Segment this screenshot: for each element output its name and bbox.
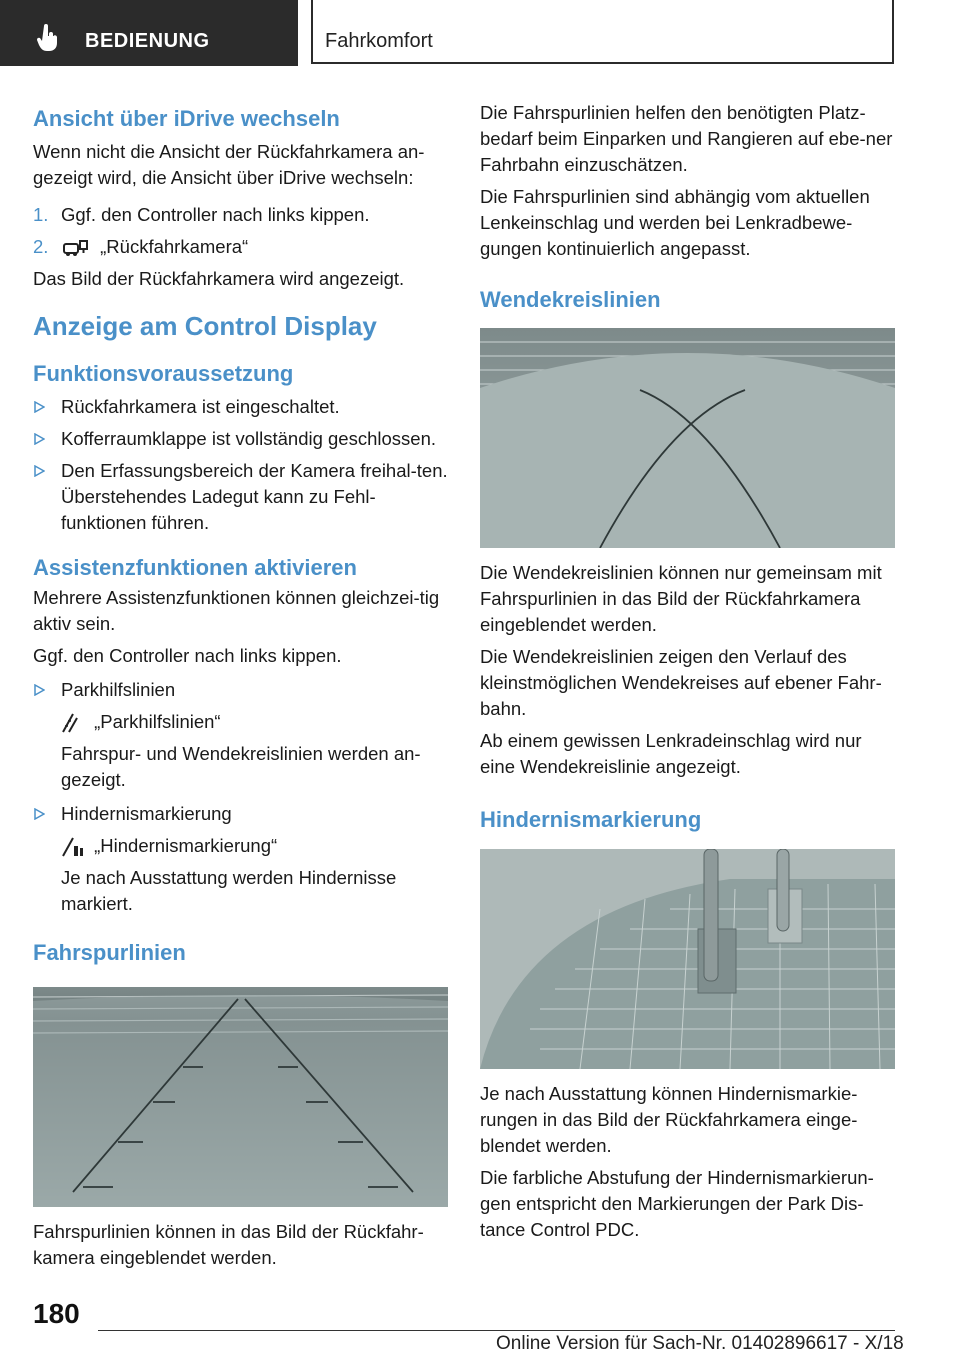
paragraph: Die Wendekreislinien zeigen den Verlauf des kleinstmöglichen Wendekreises auf ebener Fahr-bahn. <box>480 645 882 719</box>
image-caption: Fahrspurlinien können in das Bild der Rückfahr-kamera eingeblendet werden. <box>33 1220 424 1268</box>
condition-item <box>33 458 448 536</box>
heading-hindernismarkierung: Hindernismarkierung <box>480 806 702 832</box>
heading-control-display: Anzeige am Control Display <box>33 310 377 341</box>
triangle-bullet-icon <box>33 401 45 413</box>
paragraph: Mehrere Assistenzfunktionen können gleichzei-tig aktiv sein. <box>33 587 440 634</box>
heading-fahrspurlinien: Fahrspurlinien <box>33 940 186 965</box>
assist-menu-text: „Parkhilfslinien“ <box>94 711 221 732</box>
lane-lines-image <box>33 987 448 1207</box>
obstacle-marking-icon <box>61 836 85 858</box>
condition-text: Kofferraumklappe ist vollständig geschlossen. <box>61 427 437 449</box>
section-tab <box>0 0 298 66</box>
assist-label: Hindernismarkierung <box>61 803 232 824</box>
footer-divider <box>98 1330 895 1331</box>
assist-menu-line <box>33 709 448 735</box>
paragraph: Die Wendekreislinien können nur gemeinsam mit Fahrspurlinien in das Bild der Rückfahrkamera eingeblendet werden. <box>480 561 882 635</box>
triangle-bullet-icon <box>33 684 45 696</box>
heading-funktionsvoraussetzung: Funktionsvoraussetzung <box>33 361 294 386</box>
condition-text: Den Erfassungsbereich der Kamera freihal-ten. Überstehendes Ladegut kann zu Fehl-funktionen führen. <box>61 459 448 533</box>
paragraph: Ggf. den Controller nach links kippen. <box>33 645 342 666</box>
assist-label: Parkhilfslinien <box>61 679 176 700</box>
rear-camera-icon <box>61 238 89 258</box>
assist-menu-line <box>33 833 448 859</box>
step-1 <box>33 202 448 228</box>
paragraph: Die Fahrspurlinien sind abhängig vom aktuellen Lenkeinschlag und werden bei Lenkradbewe-gungen kontinuierlich angepasst. <box>480 186 870 259</box>
heading-assistenzfunktionen: Assistenzfunktionen aktivieren <box>33 554 357 580</box>
paragraph: Die farbliche Abstufung der Hindernismarkierun-gen entspricht den Markierungen der Park Dis-tance Control PDC. <box>480 1167 874 1240</box>
left-column <box>33 100 448 1271</box>
triangle-bullet-icon <box>33 465 45 477</box>
parking-lines-icon <box>61 712 85 734</box>
assist-item <box>33 677 448 703</box>
condition-item <box>33 426 448 452</box>
section-label: BEDIENUNG <box>85 30 210 52</box>
assist-item <box>33 801 448 827</box>
heading-wendekreislinien: Wendekreislinien <box>480 287 661 312</box>
obstacle-marking-image <box>480 849 895 1069</box>
paragraph: Ab einem gewissen Lenkradeinschlag wird nur eine Wendekreislinie angezeigt. <box>480 729 862 777</box>
paragraph: Die Fahrspurlinien helfen den benötigten Platz-bedarf beim Einparken und Rangieren auf ebe-ner Fahrbahn einzuschätzen. <box>480 102 893 175</box>
right-column <box>480 100 895 1243</box>
step-text: Ggf. den Controller nach links kippen. <box>61 203 370 225</box>
paragraph: Wenn nicht die Ansicht der Rückfahrkamera an-gezeigt wird, die Ansicht über iDrive wechseln: <box>33 140 425 188</box>
assist-menu-text: „Hindernismarkierung“ <box>94 835 278 856</box>
step-text: „Rückfahrkamera“ <box>100 235 249 257</box>
step-2 <box>33 234 448 260</box>
condition-item <box>33 394 448 420</box>
triangle-bullet-icon <box>33 808 45 820</box>
heading-ansicht: Ansicht über iDrive wechseln <box>33 106 340 131</box>
page-number: 180 <box>33 1298 80 1329</box>
condition-text: Rückfahrkamera ist eingeschaltet. <box>61 395 340 417</box>
triangle-bullet-icon <box>33 433 45 445</box>
paragraph: Das Bild der Rückfahrkamera wird angezeigt. <box>33 267 405 289</box>
paragraph: Je nach Ausstattung können Hindernismarkie-rungen in das Bild der Rückfahrkamera einge-blendet werden. <box>480 1083 858 1156</box>
hand-pointer-icon <box>36 24 60 52</box>
step-number: 1. <box>33 203 49 225</box>
chapter-label: Fahrkomfort <box>325 30 433 52</box>
turning-circle-image <box>480 328 895 548</box>
assist-desc: Fahrspur- und Wendekreislinien werden an-gezeigt. <box>61 743 421 790</box>
assist-desc: Je nach Ausstattung werden Hindernisse markiert. <box>61 867 397 914</box>
footer-version: Online Version für Sach-Nr. 01402896617 - X/18 <box>496 1333 904 1354</box>
step-number: 2. <box>33 235 49 257</box>
chapter-tab <box>311 0 894 64</box>
